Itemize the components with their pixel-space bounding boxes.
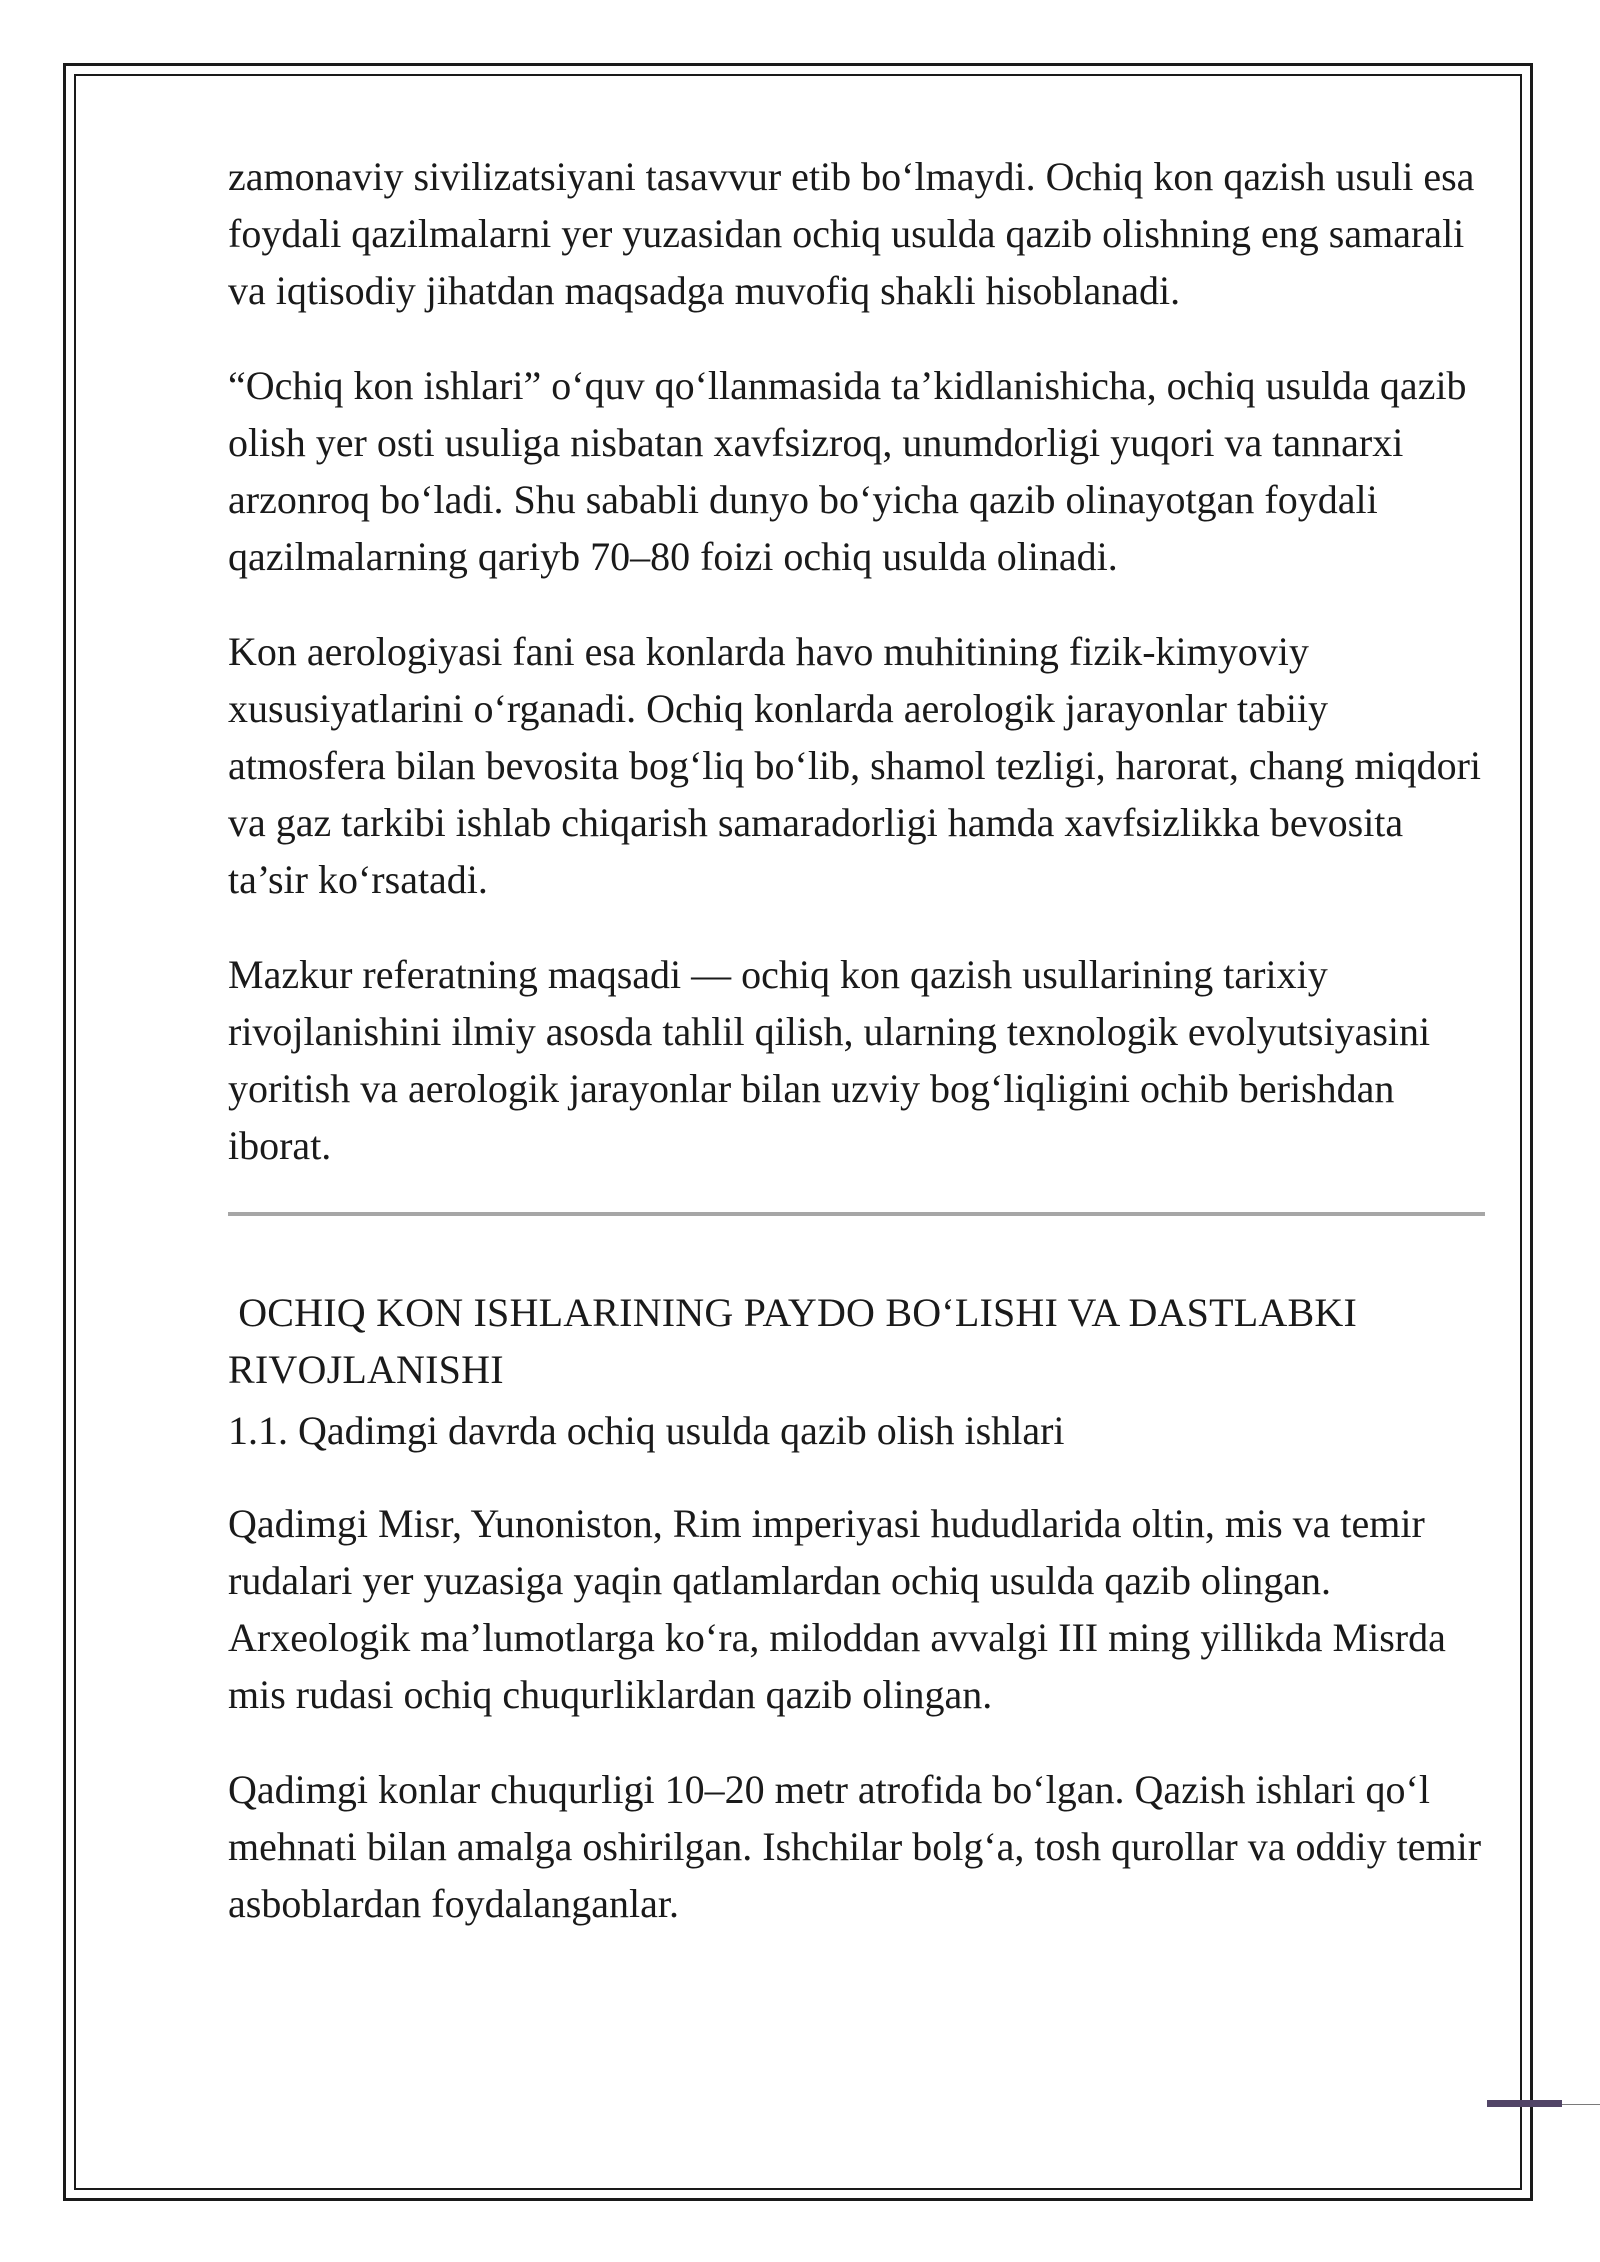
intro-paragraph-4: Mazkur referatning maqsadi — ochiq kon qazish usullarining tarixiy rivojlanishini ilmiy asosda tahlil qilish, ularning texnologik evolyutsiyasini yoritish va aerologik jarayonlar bilan uzviy bog‘liqligini ochib berishdan iborat. [228,952,1431,1168]
intro-paragraph-2: “Ochiq kon ishlari” o‘quv qo‘llanmasida ta’kidlanishicha, ochiq usulda qazib olish yer osti usuliga nisbatan xavfsizroq, unumdorligi yuqori va tannarxi arzonroq bo‘ladi. Shu sababli dunyo bo‘yicha qazib olinayotgan foydali qazilmalarning qariyb 70–80 foizi ochiq usulda olinadi. [228,363,1467,579]
subsection-title: 1.1. Qadimgi davrda ochiq usulda qazib olish ishlari [228,1408,1065,1453]
section-paragraph-1: Qadimgi Misr, Yunoniston, Rim imperiyasi hududlarida oltin, mis va temir rudalari yer yuzasiga yaqin qatlamlardan ochiq usulda qazib olingan. Arxeologik ma’lumotlarga ko‘ra, miloddan avvalgi III ming yillikda Misrda mis rudasi ochiq chuqurliklardan qazib olingan. [228,1501,1446,1717]
page-corner-line [1562,2104,1600,2105]
section-paragraph-2: Qadimgi konlar chuqurligi 10–20 metr atrofida bo‘lgan. Qazish ishlari qo‘l mehnati bilan amalga oshirilgan. Ishchilar bolg‘a, tosh qurollar va oddiy temir asboblardan foydalanganlar. [228,1767,1482,1926]
intro-paragraph-3: Kon aerologiyasi fani esa konlarda havo muhitining fizik-kimyoviy xususiyatlarini o‘rganadi. Ochiq konlarda aerologik jarayonlar tabiiy atmosfera bilan bevosita bog‘liq bo‘lib, shamol tezligi, harorat, chang miqdori va gaz tarkibi ishlab chiqarish samaradorligi hamda xavfsizlikka bevosita ta’sir ko‘rsatadi. [228,629,1482,902]
page-corner-marker [1487,2100,1562,2107]
section-title: OCHIQ KON ISHLARINING PAYDO BO‘LISHI VA DASTLABKI RIVOJLANISHI [228,1290,1368,1392]
intro-paragraph-1: zamonaviy sivilizatsiyani tasavvur etib bo‘lmaydi. Ochiq kon qazish usuli esa foydali qazilmalarni yer yuzasidan ochiq usulda qazib olishning eng samarali va iqtisodiy jihatdan maqsadga muvofiq shakli hisoblanadi. [228,154,1475,313]
section-divider [228,1212,1485,1216]
page-content [228,148,1488,1970]
